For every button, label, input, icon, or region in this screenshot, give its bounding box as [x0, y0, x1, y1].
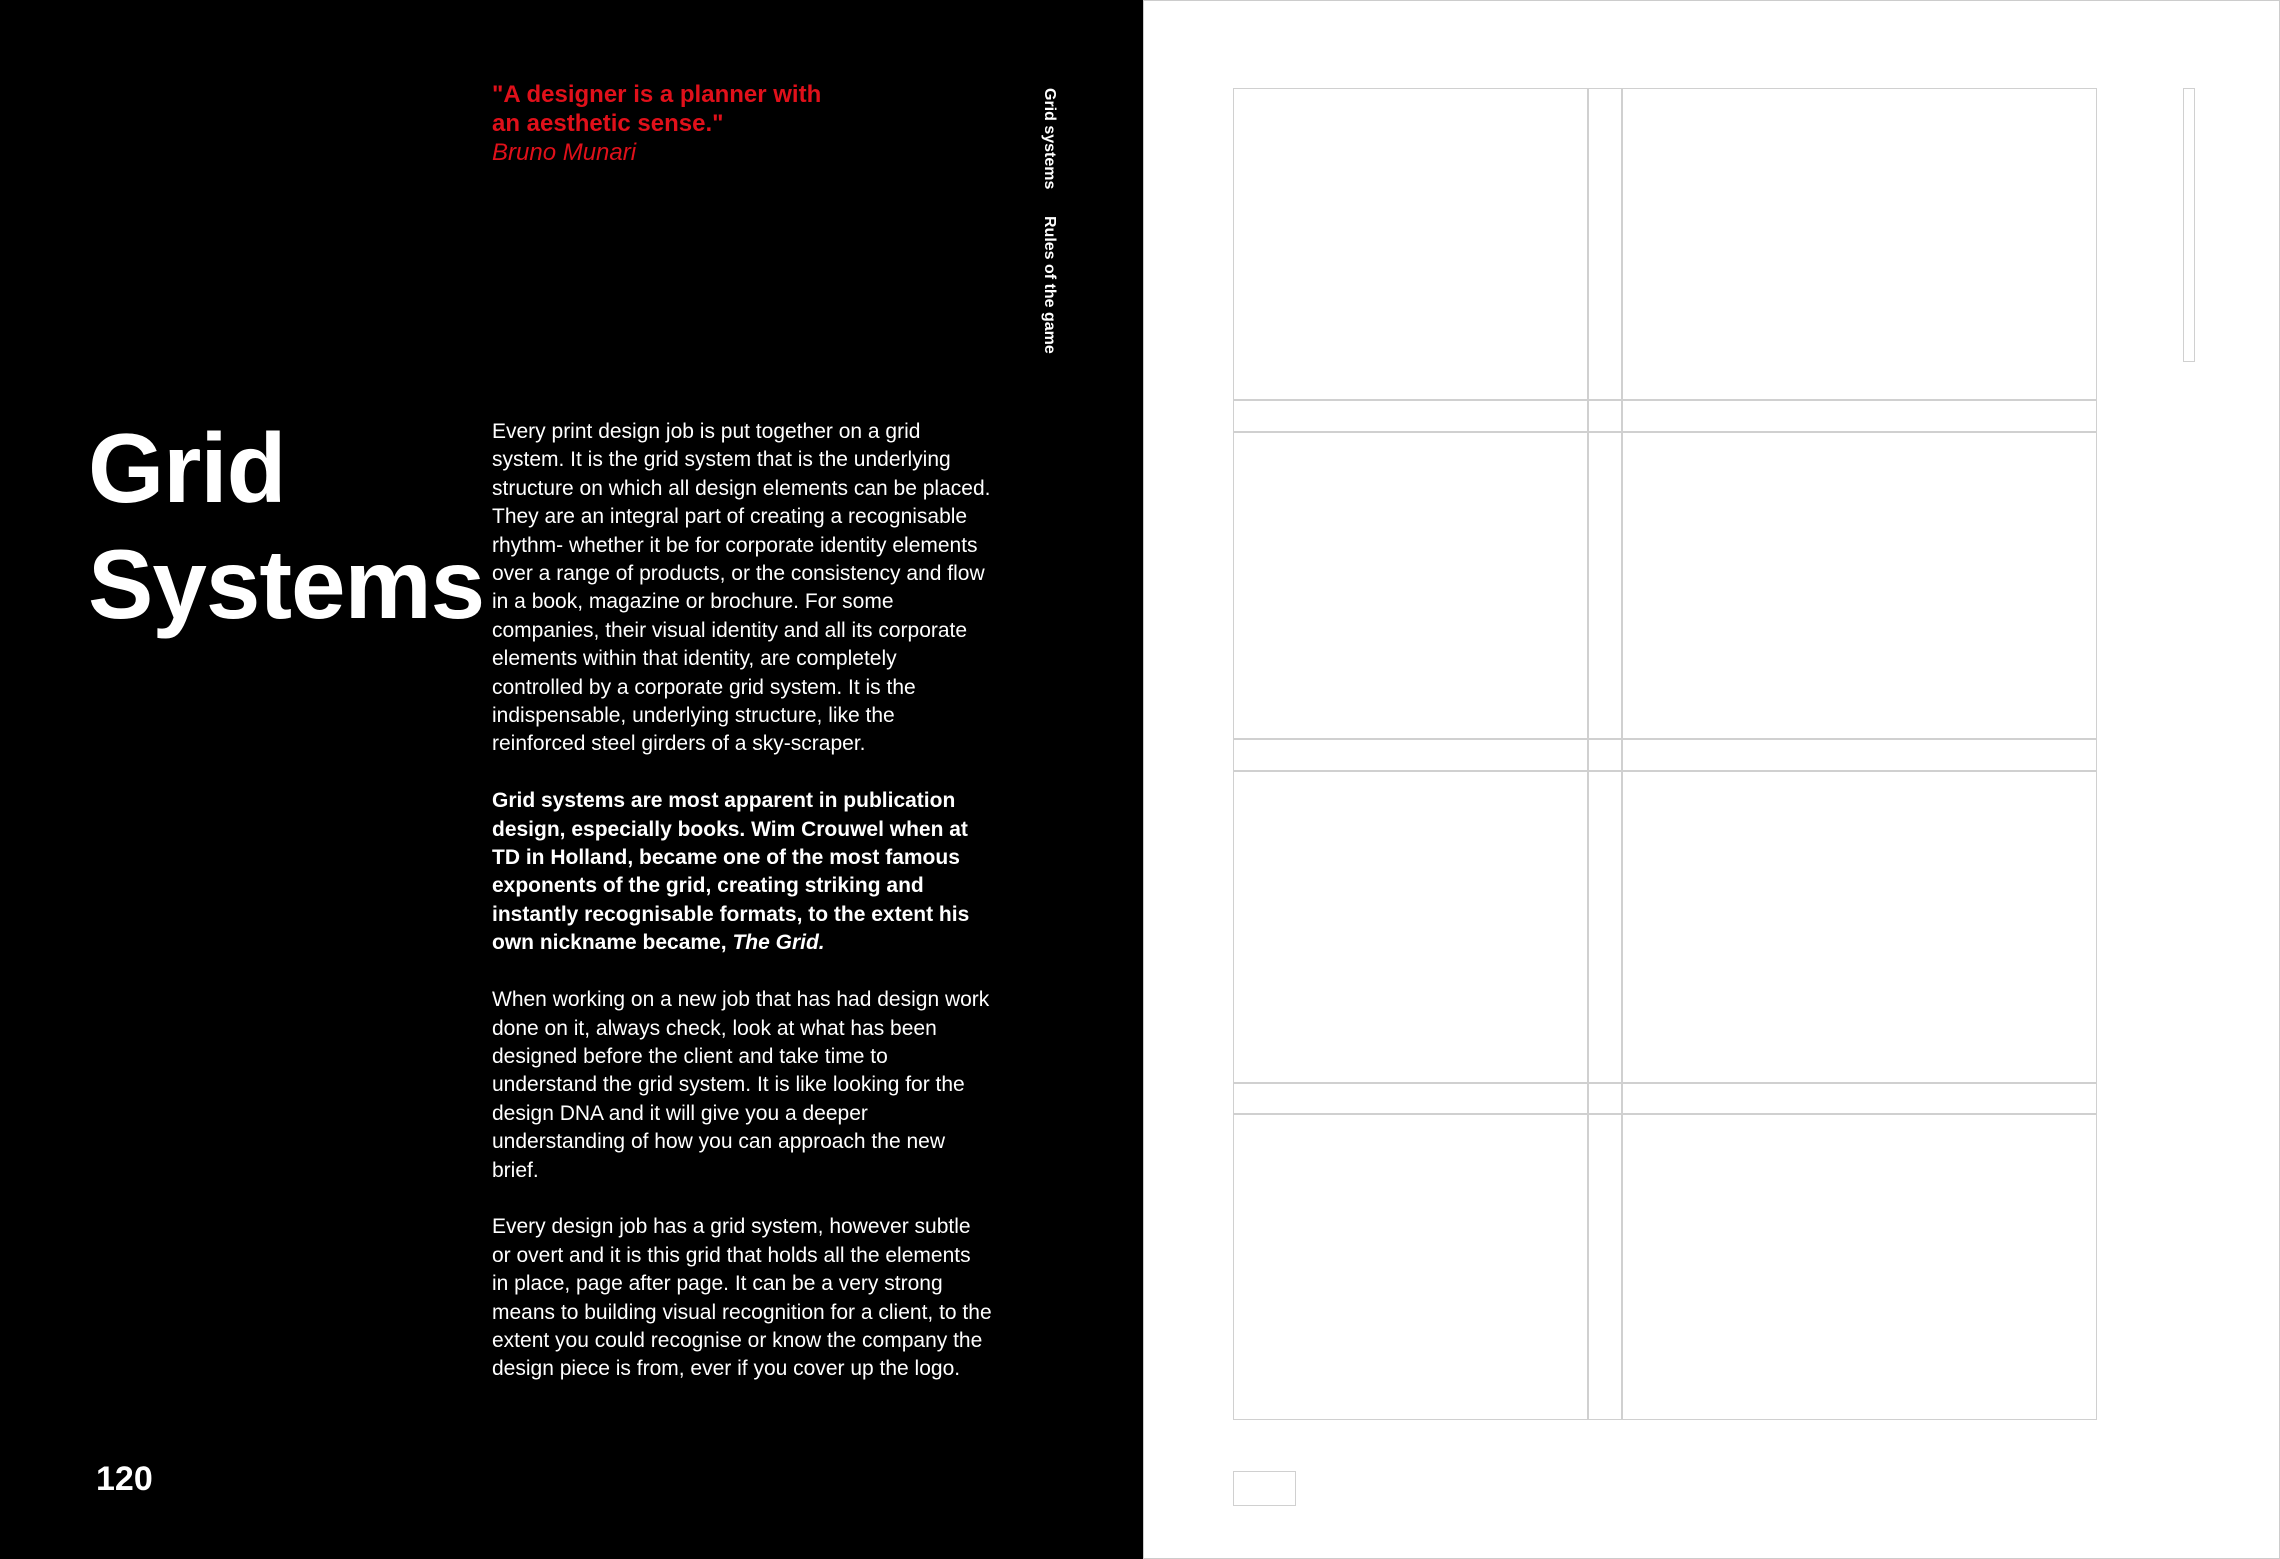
grid-row-line	[1233, 399, 2097, 401]
subsection-label: Rules of the game	[1041, 215, 1058, 354]
right-page	[1143, 0, 2280, 1559]
quote-author: Bruno Munari	[492, 139, 637, 166]
grid-row-line	[1233, 1113, 2097, 1115]
grid-outer-frame	[1233, 88, 2097, 1420]
paragraph-2-text: Grid systems are most apparent in publication design, especially books. Wim Crouwel when at TD in Holland, became one of the most famous exponents of the grid, creating striking and instantly recognisable formats, to the extent his own nickname became,	[492, 789, 970, 955]
body-text	[492, 418, 992, 1412]
paragraph-3: When working on a new job that has had design work done on it, always check, look at what has been designed before the client and take time to understand the grid system. It is like looking for the design DNA and it will give you a deeper understanding of how you can approach the new brief.	[492, 988, 990, 1182]
running-header	[1040, 88, 1058, 354]
grid-column-line	[1587, 88, 1589, 1420]
paragraph-1: Every print design job is put together on a grid system. It is the grid system that is the underlying structure on which all design elements can be placed. They are an integral part of creating a recognisable rhythm- whether it be for corporate identity elements over a range of products, or the consistency and flow in a book, magazine or brochure. For some companies, their visual identity and all its corporate elements within that identity, are completely controlled by a corporate grid system. It is the indispensable, underlying structure, like the reinforced steel girders of a sky-scraper.	[492, 420, 991, 756]
folio-marker-box	[1233, 1471, 1296, 1506]
paragraph-2	[492, 787, 992, 957]
pull-quote	[492, 80, 852, 167]
grid-column-line	[1621, 88, 1623, 1420]
title-line-1: Grid	[88, 413, 286, 523]
grid-row-line	[1233, 770, 2097, 772]
quote-text: "A designer is a planner with an aesthetic sense."	[492, 81, 822, 137]
page-number: 120	[96, 1460, 153, 1498]
page-title	[88, 410, 484, 642]
header-marker-box	[2183, 88, 2195, 362]
section-label: Grid systems	[1041, 88, 1058, 190]
paragraph-4: Every design job has a grid system, however subtle or overt and it is this grid that holds all the elements in place, page after page. It can be a very strong means to building visual recognition for a client, to the extent you could recognise or know the company the design piece is from, ever if you cover up the logo.	[492, 1215, 992, 1381]
grid-row-line	[1233, 1082, 2097, 1084]
grid-row-line	[1233, 738, 2097, 740]
grid-row-line	[1233, 431, 2097, 433]
nickname-text: The Grid.	[732, 931, 825, 955]
title-line-2: Systems	[88, 529, 485, 639]
